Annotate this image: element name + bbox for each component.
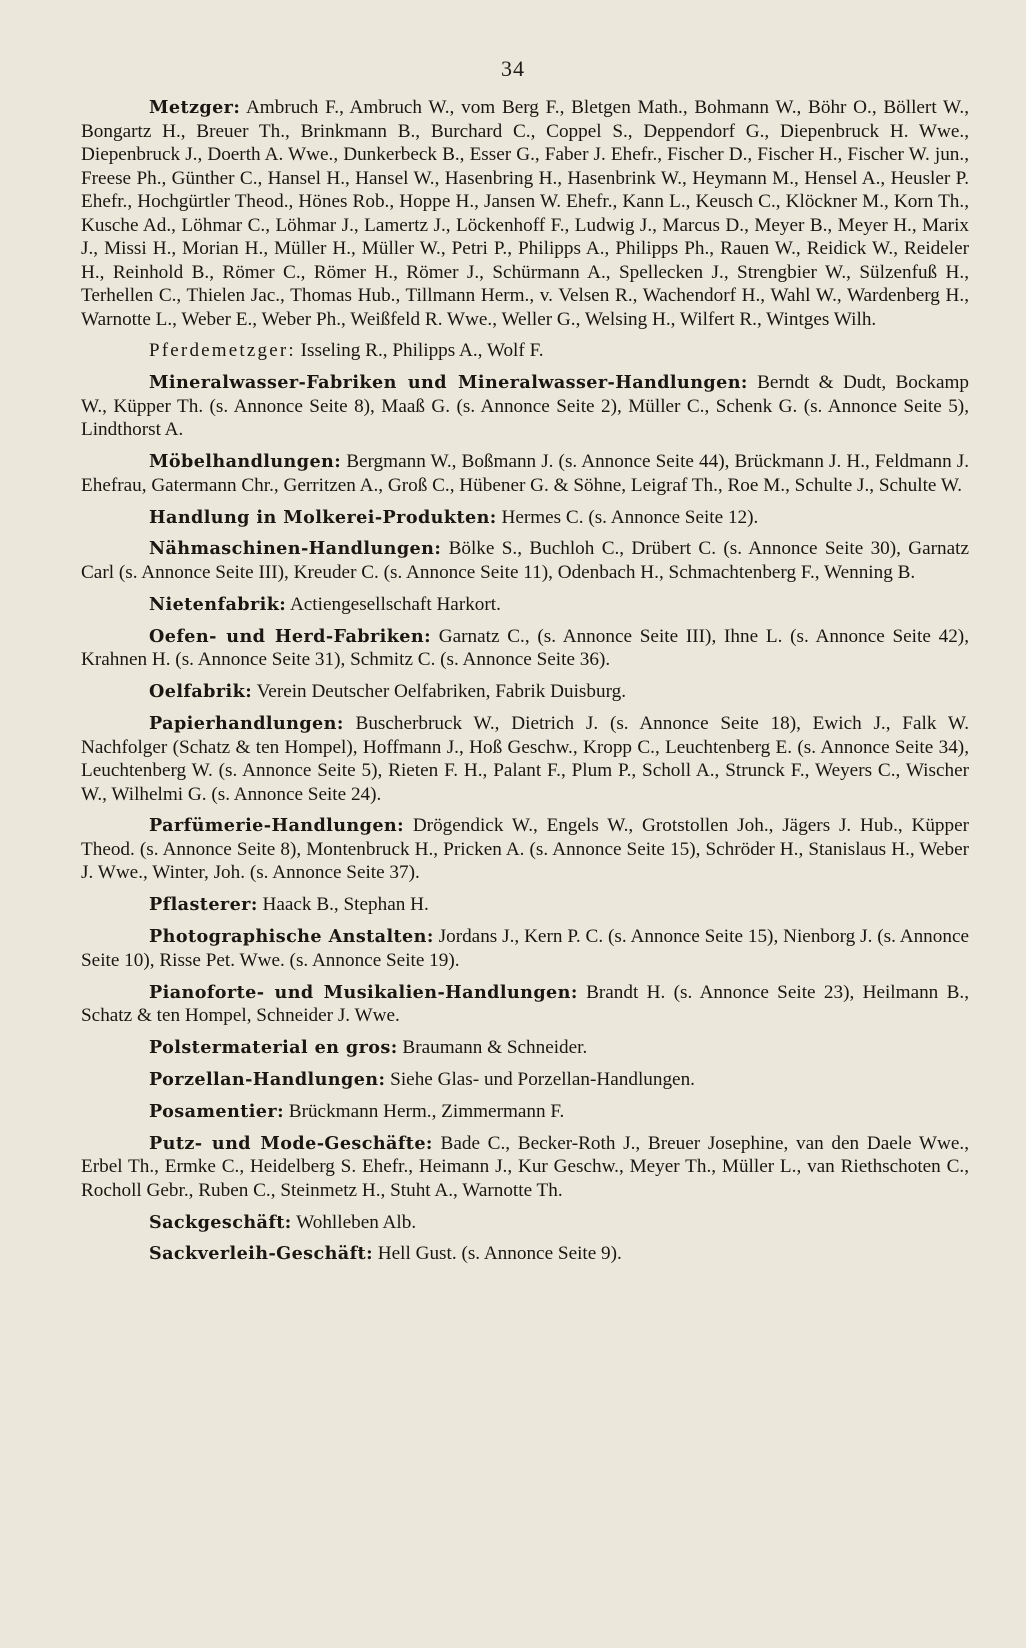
entry-pferdemetzger [81, 339, 969, 363]
entry-text: Bade C., Becker-Roth J., Breuer Josephine, van den Daele Wwe., Erbel Th., Ermke C., Heidelberg S. Ehefr., Heimann J., Kur Geschw., Meyer Th., Müller L., van Riethschoten C., Rocholl Gebr., Ruben C., Steinmetz H., Stuht A., Warnotte Th. [81, 1132, 970, 1201]
entry-pflasterer [81, 893, 969, 917]
entry-text: Wohlleben Alb. [296, 1211, 417, 1233]
entry-heading: Pianoforte- und Musikalien-Handlungen: [149, 981, 578, 1003]
entry-text: Garnatz C., (s. Annonce Seite III), Ihne L. (s. Annonce Seite 42), Krahnen H. (s. Annonce Seite 31), Schmitz C. (s. Annonce Seite 36). [81, 625, 969, 671]
entry-heading: Polstermaterial en gros: [149, 1036, 398, 1058]
entry-heading: Nähmaschinen-Handlungen: [149, 538, 442, 560]
entry-polstermaterial [81, 1036, 969, 1060]
entry-subheading: Pferdemetzger: [149, 340, 296, 362]
entry-sackgeschaeft [81, 1211, 969, 1235]
entry-text: Verein Deutscher Oelfabriken, Fabrik Duisburg. [256, 681, 627, 703]
entry-pianoforte-musikalien [81, 981, 969, 1028]
directory-entries [81, 96, 969, 1274]
entry-text: Drögendick W., Engels W., Grotstollen Joh., Jägers J. Hub., Küpper Theod. (s. Annonce Seite 8), Montenbruck H., Pricken A. (s. Annonce Seite 15), Schröder H., Stanislaus H., Weber J. Wwe., Winter, Joh. (s. Annonce Seite 37). [81, 815, 970, 884]
entry-porzellan [81, 1068, 969, 1092]
entry-mineralwasser [81, 371, 969, 442]
entry-text: Buscherbruck W., Dietrich J. (s. Annonce Seite 18), Ewich J., Falk W. Nachfolger (Schatz & ten Hompel), Hoffmann J., Hoß Geschw., Kropp C., Leuchtenberg E. (s. Annonce Seite 34), Leuchtenberg W. (s. Annonce Seite 5), Rieten F. H., Palant F., Plum P., Scholl A., Strunck F., Weyers C., Wischer W., Wilhelmi G. (s. Annonce Seite 24). [81, 713, 969, 805]
entry-text: Hermes C. (s. Annonce Seite 12). [501, 506, 759, 528]
page-number: 34 [501, 56, 525, 81]
entry-parfuemerie [81, 814, 969, 885]
entry-text: Brandt H. (s. Annonce Seite 23), Heilmann B., Schatz & ten Hompel, Schneider J. Wwe. [81, 981, 970, 1027]
entry-text: Haack B., Stephan H. [262, 894, 429, 916]
entry-heading: Nietenfabrik: [149, 593, 287, 615]
entry-molkerei [81, 506, 969, 530]
entry-text: Hell Gust. (s. Annonce Seite 9). [377, 1243, 622, 1265]
entry-putz-mode [81, 1132, 969, 1203]
entry-text: Jordans J., Kern P. C. (s. Annonce Seite 15), Nienborg J. (s. Annonce Seite 10), Risse Pet. Wwe. (s. Annonce Seite 19). [81, 926, 969, 971]
entry-text: Siehe Glas- und Porzellan-Handlungen. [390, 1068, 695, 1090]
entry-moebelhandlungen [81, 450, 969, 497]
entry-heading: Handlung in Molkerei-Produkten: [149, 506, 497, 528]
entry-heading: Metzger: [149, 97, 241, 118]
entry-heading: Posamentier: [149, 1100, 284, 1122]
entry-heading: Pflasterer: [149, 894, 258, 916]
entry-posamentier [81, 1100, 969, 1124]
entry-heading: Sackgeschäft: [149, 1211, 292, 1233]
entry-metzger [81, 96, 969, 331]
entry-text: Ambruch F., Ambruch W., vom Berg F., Bletgen Math., Bohmann W., Böhr O., Böllert W., Bongartz H., Breuer Th., Brinkmann B., Burchard C., Coppel S., Deppendorf G., Diepenbruck H. Wwe., Diepenbruck J., Doerth A. Wwe., Dunkerbeck B., Esser G., Faber J. Ehefr., Fischer D., Fischer H., Fischer W. jun., Freese Ph., Günther C., Hansel H., Hansel W., Hasenbring H., Hasenbrink W., Heymann M., Hensel A., Heusler P. Ehefr., Hochgürtler Theod., Hönes Rob., Hoppe H., Jansen W. Ehefr., Kann L., Keusch C., Klöckner M., Korn Th., Kusche Ad., Löhmar C., Löhmar J., Lamertz J., Löckenhoff F., Ludwig J., Marcus D., Meyer B., Meyer H., Marix J., Missi H., Morian H., Müller H., Müller W., Petri P., Philipps A., Philipps Ph., Rauen W., Reidick W., Reideler H., Reinhold B., Römer C., Römer H., Römer J., Schürmann A., Spellecken J., Strengbier W., Sülzenfuß H., Terhellen C., Thielen Jac., Thomas Hub., Tillmann Herm., v. Velsen R., Wachendorf H., Wahl W., Wardenberg H., Warnotte L., Weber E., Weber Ph., Weißfeld R. Wwe., Weller G., Welsing H., Wilfert R., Wintges Wilh. [81, 97, 969, 330]
entry-heading: Mineralwasser-Fabriken und Mineralwasser-Handlungen: [149, 372, 748, 394]
entry-text: Brückmann Herm., Zimmermann F. [288, 1100, 565, 1122]
entry-heading: Papierhandlungen: [149, 713, 344, 735]
entry-heading: Putz- und Mode-Geschäfte: [149, 1132, 433, 1154]
entry-sackverleih [81, 1242, 969, 1266]
entry-text: Actiengesellschaft Harkort. [289, 593, 501, 615]
entry-heading: Sackverleih-Geschäft: [149, 1243, 373, 1265]
entry-text: Braumann & Schneider. [402, 1036, 588, 1058]
entry-heading: Porzellan-Handlungen: [149, 1068, 386, 1090]
entry-papierhandlungen [81, 712, 969, 806]
entry-oefen-herd [81, 625, 969, 672]
entry-text: Bergmann W., Boßmann J. (s. Annonce Seite 44), Brückmann J. H., Feldmann J. Ehefrau, Gatermann Chr., Gerritzen A., Groß C., Hübener G. & Söhne, Leigraf Th., Roe M., Schulte J., Schulte W. [81, 451, 969, 496]
entry-heading: Photographische Anstalten: [149, 926, 434, 948]
entry-oelfabrik [81, 680, 969, 704]
entry-naehmaschinen [81, 537, 969, 584]
entry-text: Berndt & Dudt, Bockamp W., Küpper Th. (s. Annonce Seite 8), Maaß G. (s. Annonce Seite 2), Müller C., Schenk G. (s. Annonce Seite 5), Lindthorst A. [81, 372, 969, 441]
entry-text: Bölke S., Buchloh C., Drübert C. (s. Annonce Seite 30), Garnatz Carl (s. Annonce Seite III), Kreuder C. (s. Annonce Seite 11), Odenbach H., Schmachtenberg F., Wenning B. [81, 538, 970, 583]
entry-nietenfabrik [81, 593, 969, 617]
entry-text: Isseling R., Philipps A., Wolf F. [300, 340, 544, 362]
entry-heading: Oelfabrik: [149, 681, 253, 703]
entry-heading: Oefen- und Herd-Fabriken: [149, 625, 431, 647]
entry-heading: Parfümerie-Handlungen: [149, 815, 405, 837]
entry-photographische-anstalten [81, 925, 969, 972]
entry-heading: Möbelhandlungen: [149, 451, 342, 473]
